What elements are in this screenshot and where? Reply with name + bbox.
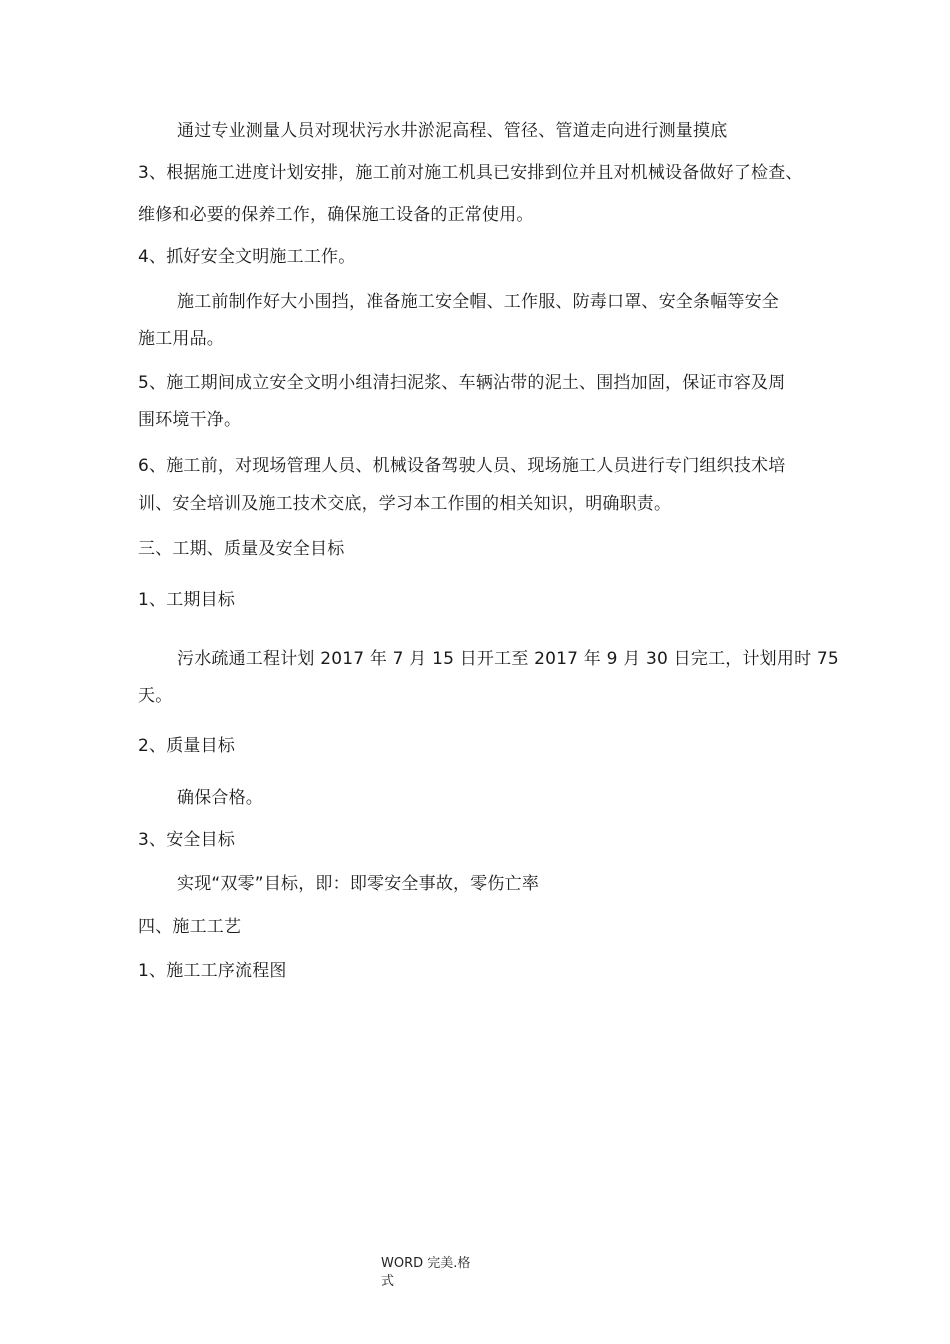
body-text-line: 训、安全培训及施工技术交底，学习本工作围的相关知识，明确职责。 [138, 494, 672, 514]
body-text-line: 施工前制作好大小围挡，准备施工安全帽、工作服、防毒口罩、安全条幅等安全 [177, 292, 779, 312]
subsection-heading: 1、工期目标 [138, 590, 236, 610]
subsection-heading: 1、施工工序流程图 [138, 961, 287, 981]
body-text-line: 4、抓好安全文明施工工作。 [138, 247, 356, 267]
subsection-heading: 2、质量目标 [138, 736, 236, 756]
body-text-line: 通过专业测量人员对现状污水井淤泥高程、管径、管道走向进行测量摸底 [177, 121, 728, 141]
body-text-line: 维修和必要的保养工作，确保施工设备的正常使用。 [138, 205, 534, 225]
body-text-line: 实现“双零”目标，即：即零安全事故，零伤亡率 [177, 874, 540, 894]
section-heading: 四、施工工艺 [138, 917, 242, 937]
body-text-line: 确保合格。 [177, 788, 263, 808]
footer-watermark-line1: WORD 完美.格 [381, 1256, 471, 1271]
section-heading: 三、工期、质量及安全目标 [138, 539, 345, 559]
body-text-line: 3、根据施工进度计划安排，施工前对施工机具已安排到位并且对机械设备做好了检查、 [138, 163, 803, 183]
body-text-line: 施工用品。 [138, 329, 224, 349]
footer-watermark-line2: 式 [381, 1274, 395, 1289]
body-text-line: 5、施工期间成立安全文明小组清扫泥浆、车辆沾带的泥土、围挡加固，保证市容及周 [138, 373, 786, 393]
body-text-line: 天。 [138, 686, 173, 706]
body-text-line: 6、施工前，对现场管理人员、机械设备驾驶人员、现场施工人员进行专门组织技术培 [138, 456, 786, 476]
body-text-line: 围环境干净。 [138, 410, 242, 430]
body-text-line: 污水疏通工程计划 2017 年 7 月 15 日开工至 2017 年 9 月 30 日完工，计划用时 75 [177, 649, 839, 669]
subsection-heading: 3、安全目标 [138, 830, 236, 850]
